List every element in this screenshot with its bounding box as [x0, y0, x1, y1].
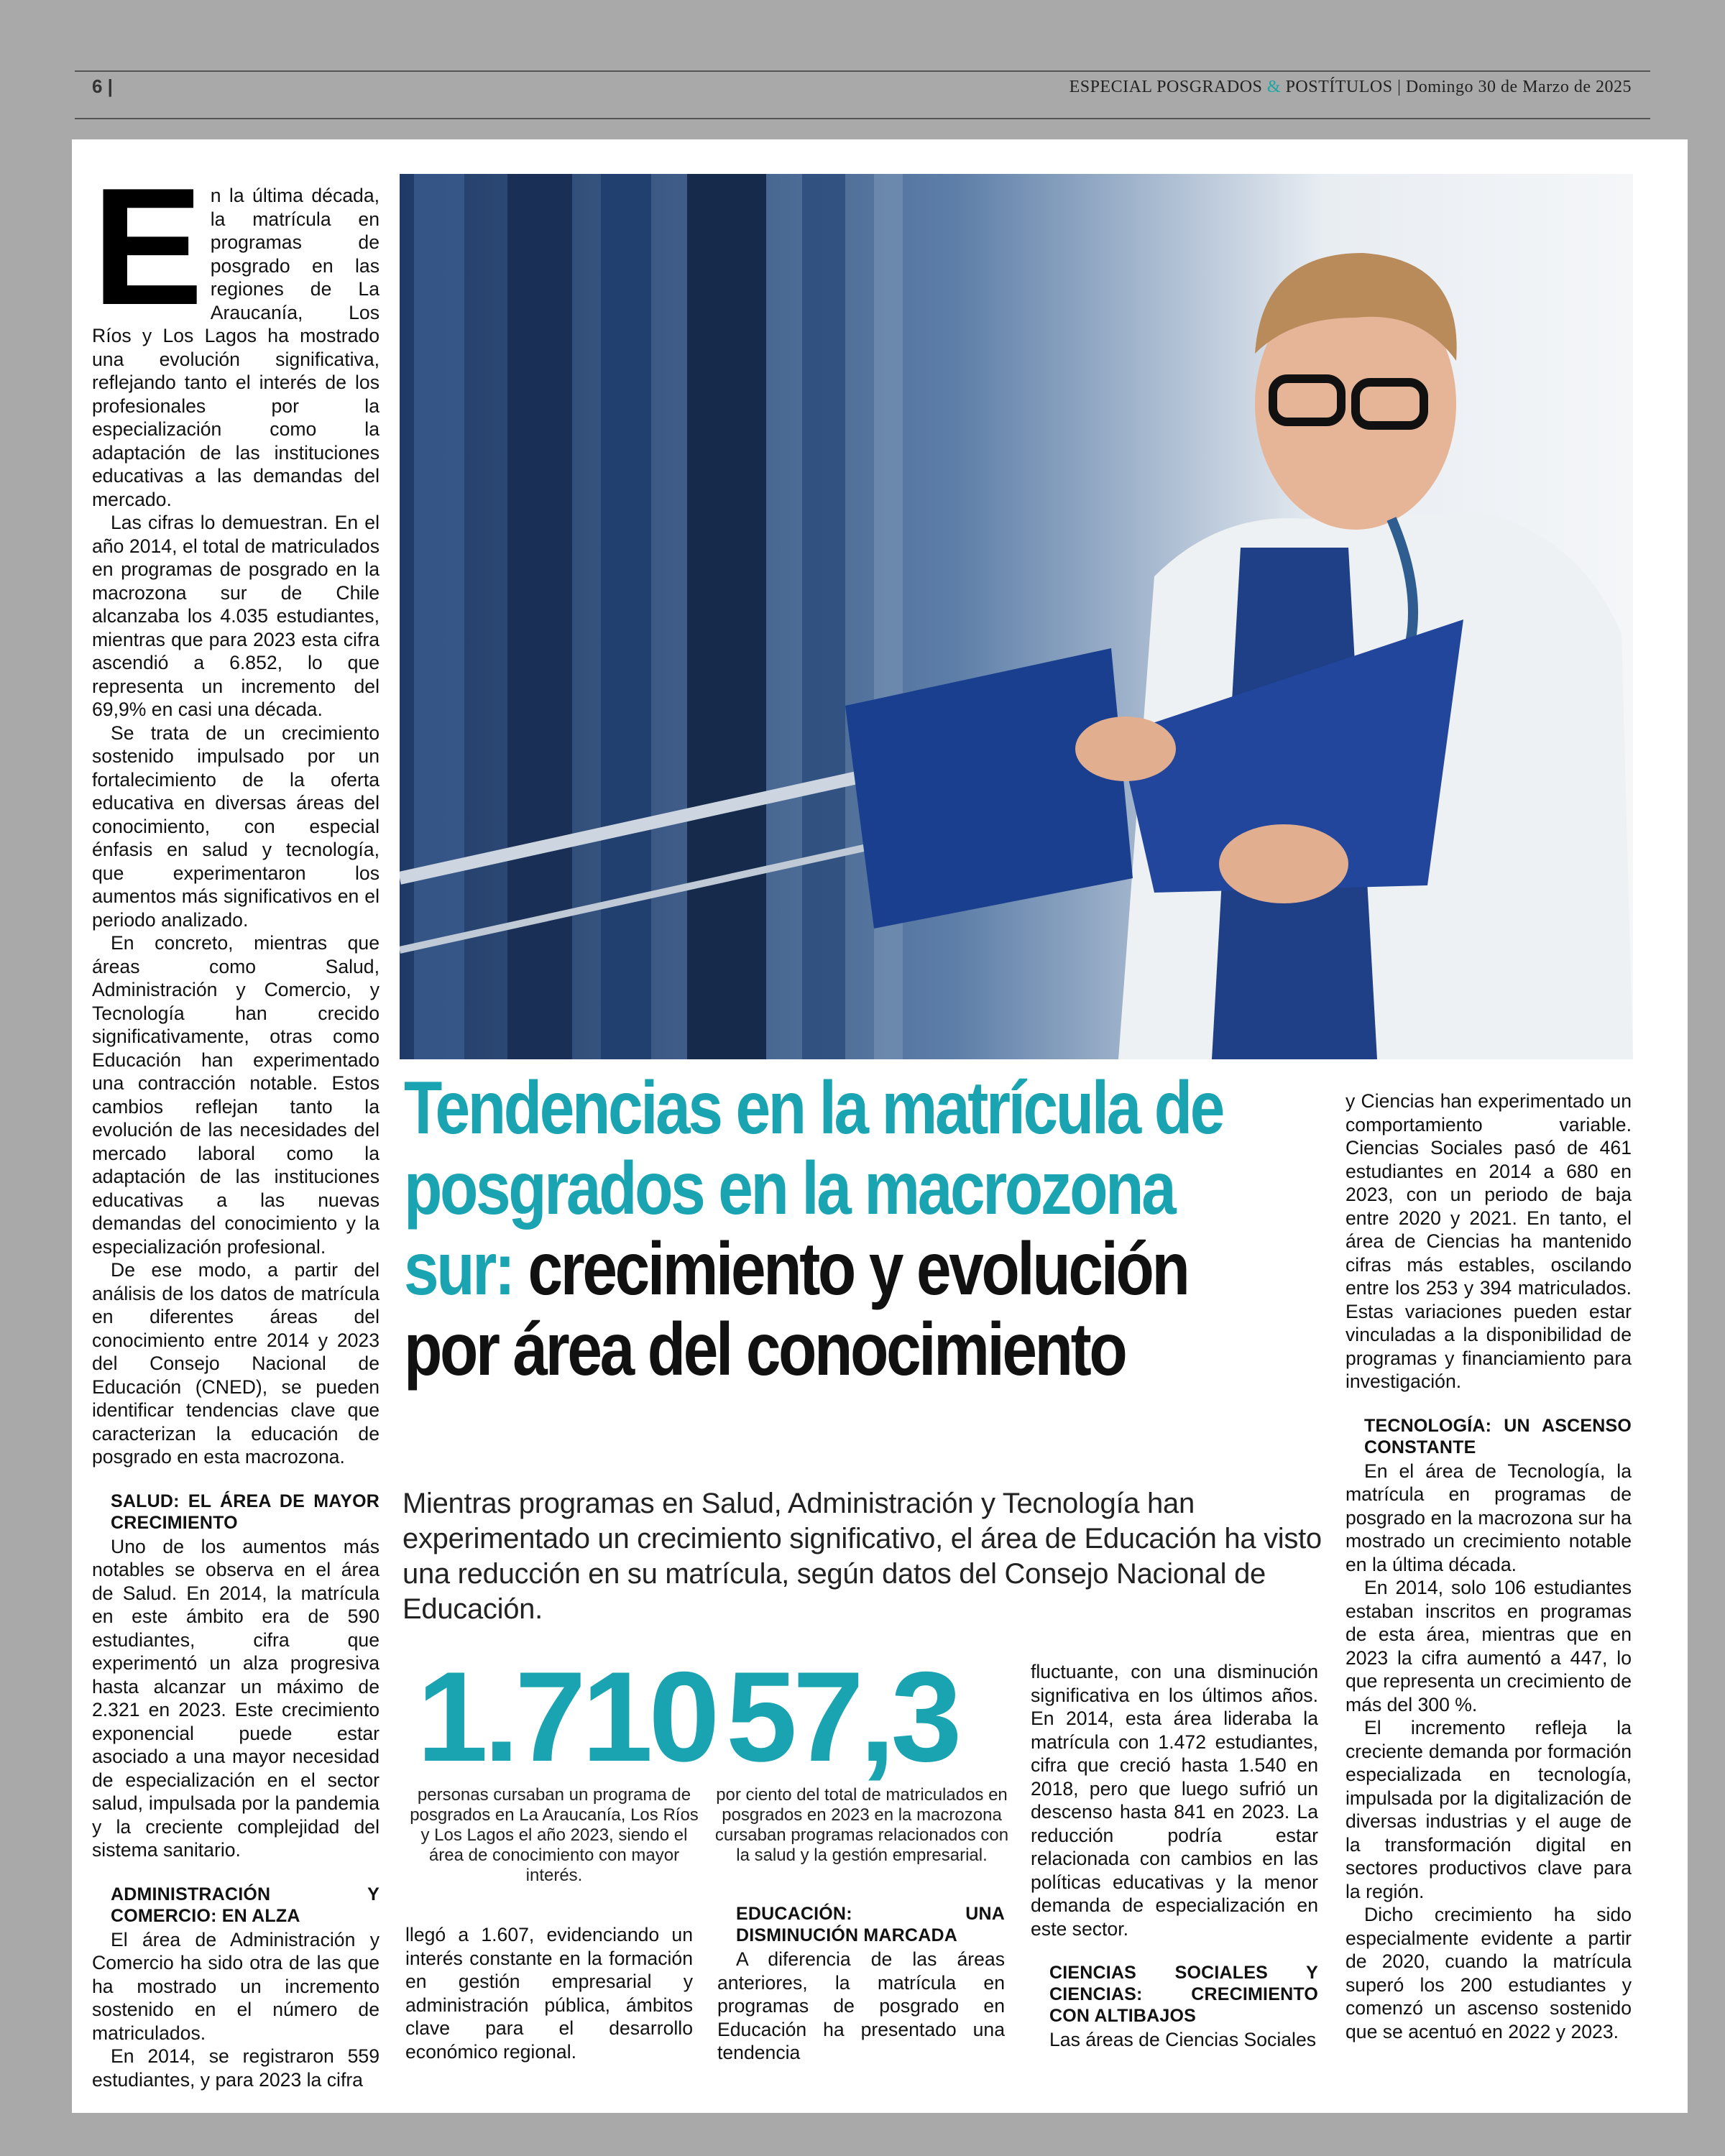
- drop-cap: E: [92, 154, 203, 340]
- paragraph: fluctuante, con una disminución significativa en los últimos años. En 2014, esta área lideraba la matrícula con 1.472 estudiantes, cifra que creció hasta 1.540 en 2018, pero que luego sufrió un descenso hasta 841 en 2023. La reducción podría estar relacionada con cambios en las políticas educativas y la menor demanda de especialización en este sector.: [1031, 1661, 1318, 1940]
- article-column-2: [405, 1923, 693, 2063]
- article-column-3: [717, 1903, 1005, 2065]
- paragraph: A diferencia de las áreas anteriores, la matrícula en programas de posgrado en Educación ha presentado una tendencia: [717, 1948, 1005, 2063]
- lead-paragraph: [92, 154, 380, 511]
- doctor-reading-folder-photo: [400, 174, 1633, 1059]
- headline-line-3: [404, 1229, 1334, 1309]
- article-column-1: [92, 154, 380, 2091]
- paragraph: De ese modo, a partir del análisis de los datos de matrícula en diferentes áreas del conocimiento entre 2014 y 2023 del Consejo Nacional de Educación (CNED), se pueden identificar tendencias clave que caracterizan la educación de posgrado en esta macrozona.: [92, 1259, 380, 1468]
- paragraph: Las áreas de Ciencias Sociales: [1049, 2029, 1317, 2050]
- paragraph: llegó a 1.607, evidenciando un interés constante en la formación en gestión empresarial y administración pública, ámbitos clave para el desarrollo económico regional.: [405, 1924, 693, 2063]
- paragraph: En el área de Tecnología, la matrícula en programas de posgrado en la macrozona sur ha mostrado un crecimiento notable en la última década.: [1346, 1460, 1632, 1575]
- stat-number-2: 57,3: [726, 1645, 958, 1788]
- subheading-tecnologia: TECNOLOGÍA: UN ASCENSO CONSTANTE: [1364, 1415, 1632, 1457]
- paragraph: En 2014, se registraron 559 estudiantes, y para 2023 la cifra: [92, 2045, 380, 2091]
- paragraph: En concreto, mientras que áreas como Salud, Administración y Comercio, y Tecnología han crecido significativamente, otras como Educación han experimentado una contracción notable. Estos cambios reflejan tanto la evolución de las necesidades del mercado laboral como la adaptación de las instituciones educativas a las nuevas demandas del conocimiento y la especialización profesional.: [92, 932, 380, 1258]
- headline: [404, 1068, 1334, 1390]
- headline-teal-part: sur:: [404, 1227, 513, 1311]
- article-column-4: [1031, 1660, 1318, 2052]
- header-top-rule: [75, 70, 1650, 72]
- paragraph: Se trata de un crecimiento sostenido impulsado por un fortalecimiento de la oferta educativa en diversas áreas del conocimiento, con especial énfasis en salud y tecnología, que experimentaron los aumentos más significativos en el periodo analizado.: [92, 722, 380, 931]
- paragraph: Uno de los aumentos más notables se observa en el área de Salud. En 2014, la matrícula en este ámbito era de 590 estudiantes, cifra que experimentó un alza progresiva hasta alcanzar un máximo de 2.321 en 2023. Este crecimiento exponencial puede estar asociado a una mayor necesidad de especialización en el sector salud, impulsada por la pandemia y la creciente complejidad del sistema sanitario.: [92, 1535, 380, 1861]
- headline-line-2: posgrados en la macrozona: [404, 1147, 1174, 1230]
- headline-line-4: por área del conocimiento: [404, 1308, 1126, 1391]
- stat-caption-2: por ciento del total de matriculados en posgrados en 2023 en la macrozona cursaban programas relacionados con la salud y la gestión empresarial.: [714, 1785, 1009, 1865]
- lead-text: n la última década, la matrícula en programas de posgrado en las regiones de La Araucanía, Los Ríos y Los Lagos ha mostrado una evolución significativa, reflejando tanto el interés de los profesionales por la especialización como la adaptación de las instituciones educativas a las demandas del mercado.: [92, 185, 380, 510]
- subheading-salud: SALUD: EL ÁREA DE MAYOR CRECIMIENTO: [111, 1491, 380, 1533]
- photo-illustration: [400, 174, 1633, 1059]
- stat-number-1: 1.710: [417, 1645, 716, 1788]
- headline-line-1: Tendencias en la matrícula de: [404, 1067, 1223, 1150]
- page-number: 6 |: [92, 75, 113, 97]
- paragraph: Dicho crecimiento ha sido especialmente evidente a partir de 2020, cuando la matrícula superó los 200 estudiantes y comenzó un ascenso sostenido que se acentuó en 2022 y 2023.: [1346, 1904, 1632, 2042]
- section-ampersand: &: [1266, 78, 1282, 96]
- paragraph: El área de Administración y Comercio ha sido otra de las que ha mostrado un incremento sostenido en el número de matriculados.: [92, 1928, 380, 2044]
- header-bottom-rule: [75, 118, 1650, 119]
- paragraph: El incremento refleja la creciente demanda por formación especializada en tecnología, impulsada por la digitalización de diversas industrias y el auge de la transformación digital en sectores productivos clave para la región.: [1346, 1717, 1632, 1902]
- subheading-ciencias: CIENCIAS SOCIALES Y CIENCIAS: CRECIMIENTO CON ALTIBAJOS: [1049, 1963, 1318, 2026]
- headline-black-part: crecimiento y evolución: [512, 1227, 1188, 1311]
- section-date: POSTÍTULOS | Domingo 30 de Marzo de 2025: [1285, 78, 1632, 96]
- paragraph: y Ciencias han experimentado un comportamiento variable. Ciencias Sociales pasó de 461 estudiantes en 2014 a 680 en 2023, con un periodo de baja entre 2020 y 2021. En tanto, el área de Ciencias ha mantenido cifras más estables, oscilando entre los 253 y 394 matriculados. Estas variaciones pueden estar vinculadas a la disponibilidad de programas y financiamiento para investigación.: [1346, 1090, 1632, 1392]
- subheading-educacion: EDUCACIÓN: UNA DISMINUCIÓN MARCADA: [736, 1904, 1005, 1945]
- paragraph: Las cifras lo demuestran. En el año 2014, el total de matriculados en programas de posgrado en la macrozona sur de Chile alcanzaba los 4.035 estudiantes, mientras que para 2023 esta cifra ascendió a 6.852, lo que representa un incremento del 69,9% en casi una década.: [92, 512, 380, 720]
- subheading-administracion: ADMINISTRACIÓN Y COMERCIO: EN ALZA: [111, 1884, 380, 1926]
- article-column-5: [1346, 1089, 1632, 2043]
- stat-caption-1: personas cursaban un programa de posgrados en La Araucanía, Los Ríos y Los Lagos el año 2023, siendo el área de conocimiento con mayor interés.: [410, 1785, 699, 1885]
- paragraph: En 2014, solo 106 estudiantes estaban inscritos en programas de esta área, mientras que en 2023 la cifra aumentó a 447, lo que representa un crecimiento de más del 300 %.: [1346, 1577, 1632, 1715]
- section-name: ESPECIAL POSGRADOS: [1069, 78, 1263, 96]
- lede-summary: Mientras programas en Salud, Administración y Tecnología han experimentado un crecimiento significativo, el área de Educación ha visto una reducción en su matrícula, según datos del Consejo Nacional de Educación.: [402, 1488, 1322, 1625]
- section-header: [1070, 78, 1632, 97]
